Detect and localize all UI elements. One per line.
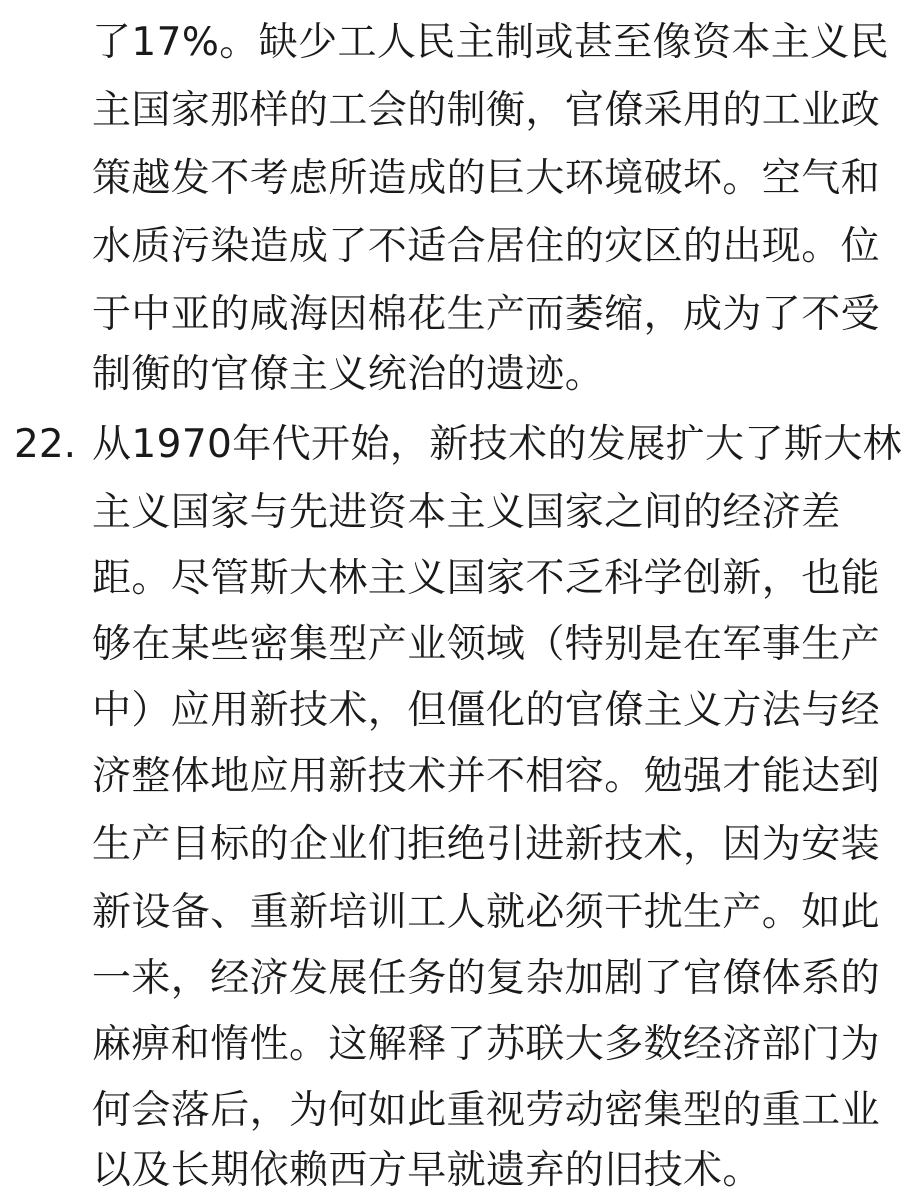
text-line: 新设备、重新培训工人就必须干扰生产。如此 (92, 890, 881, 935)
text-line: 距。尽管斯大林主义国家不乏科学创新，也能 (92, 556, 881, 601)
text-line: 济整体地应用新技术并不相容。勉强才能达到 (92, 754, 881, 799)
text-line: 了17%。缺少工人民主制或甚至像资本主义民 (92, 20, 890, 65)
text-line: 主义国家与先进资本主义国家之间的经济差 (92, 490, 841, 535)
text-line: 于中亚的咸海因棉花生产而萎缩，成为了不受 (92, 292, 881, 337)
text-line: 以及长期依赖西方早就遗弃的旧技术。 (92, 1148, 762, 1193)
text-line: 从1970年代开始，新技术的发展扩大了斯大林 (92, 422, 903, 467)
text-line: 何会落后，为何如此重视劳动密集型的重工业 (92, 1088, 881, 1133)
text-line: 策越发不考虑所造成的巨大环境破坏。空气和 (92, 156, 881, 201)
text-line: 够在某些密集型产业领域（特别是在军事生产 (92, 622, 881, 667)
list-item-number: 22. (14, 422, 77, 467)
text-line: 中）应用新技术，但僵化的官僚主义方法与经 (92, 688, 881, 733)
text-line: 制衡的官僚主义统治的遗迹。 (92, 352, 605, 397)
text-line: 水质污染造成了不适合居住的灾区的出现。位 (92, 224, 881, 269)
text-line: 主国家那样的工会的制衡，官僚采用的工业政 (92, 88, 881, 133)
text-line: 生产目标的企业们拒绝引进新技术，因为安装 (92, 822, 881, 867)
text-line: 一来，经济发展任务的复杂加剧了官僚体系的 (92, 956, 881, 1001)
text-line: 麻痹和惰性。这解释了苏联大多数经济部门为 (92, 1022, 881, 1067)
